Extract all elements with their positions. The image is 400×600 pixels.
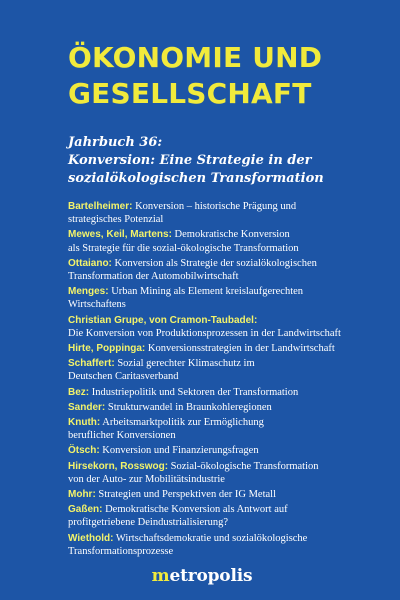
contents-entry [68, 342, 396, 355]
entry-author: Bez: [68, 386, 90, 398]
entry-title-line1: Sozial gerechter Klimaschutz im [117, 358, 255, 370]
volume-subtitle-line1: Konversion: Eine Strategie in der [68, 153, 312, 168]
contents-entry [68, 460, 396, 486]
entry-title-line1: Urban Mining als Element kreislaufgerechten [111, 286, 304, 298]
entry-author: Hirsekorn, Rosswog: [68, 460, 169, 472]
entry-author: Mewes, Keil, Martens: [68, 229, 172, 241]
entry-title-line1: Strukturwandel in Braunkohleregionen [107, 401, 272, 413]
entry-title-line2: Transformation der Automobilwirtschaft [68, 271, 239, 283]
series-title [68, 40, 398, 112]
entry-title-line1: Konversionsstrategien in der Landwirtschaft [147, 343, 335, 355]
volume-subtitle-line2: sozialökologischen Transformation [68, 171, 324, 186]
contents-entry [68, 357, 396, 383]
entry-author: Ottaiano: [68, 257, 112, 269]
entry-title-line1: Sozial-ökologische Transformation [170, 460, 319, 472]
contents-entry [68, 416, 396, 442]
yearbook-number: Jahrbuch 36: [68, 135, 163, 150]
entry-author: Bartelheimer: [68, 201, 133, 212]
publisher-logo-name: etropolis [169, 566, 253, 586]
contents-entry [68, 285, 396, 311]
contents-entry [68, 488, 396, 501]
entry-title-line2: profitgetriebene Deindustrialisierung? [68, 517, 229, 529]
entry-author: Sander: [68, 401, 106, 413]
entry-author: Ötsch: [68, 445, 100, 457]
entry-title-line1: Industriepolitik und Sektoren der Transformation [91, 386, 299, 398]
publisher-logo [142, 566, 262, 586]
series-title-line1: ÖKONOMIE UND [68, 41, 323, 74]
entry-author: Wiethold: [68, 532, 114, 544]
contents-entry [68, 228, 396, 254]
entry-author: Christian Grupe, von Cramon-Taubadel: [68, 314, 258, 326]
entry-title-line1: Wirtschaftsdemokratie und sozialökologische [115, 532, 308, 544]
entry-title-line2: Die Konversion von Produktionsprozessen in der Landwirtschaft [68, 327, 341, 339]
contents-entry [68, 200, 396, 226]
entry-title-line1: Demokratische Konversion [174, 229, 290, 241]
entry-title-line1: Arbeitsmarktpolitik zur Ermöglichung [102, 417, 264, 429]
contents-entry [68, 257, 396, 283]
entry-title-line1: Konversion und Finanzierungsfragen [102, 445, 259, 457]
entry-title-line2: als Strategie für die sozial-ökologische Transformation [68, 242, 299, 254]
series-title-line2: GESELLSCHAFT [68, 77, 312, 110]
entry-author: Knuth: [68, 417, 101, 429]
entry-author: Menges: [68, 286, 109, 298]
entry-title-line1: Strategien und Perspektiven der IG Metall [98, 489, 276, 501]
contents-entry [68, 503, 396, 529]
volume-heading [68, 134, 393, 188]
entry-title-line1: Konversion als Strategie der sozialökologischen [114, 257, 317, 269]
entry-title-line2: von der Auto- zur Mobilitätsindustrie [68, 473, 225, 485]
entry-title-line2: strategisches Potenzial [68, 214, 164, 226]
contents-entry [68, 401, 396, 414]
entry-author: Hirte, Poppinga: [68, 343, 146, 355]
entry-title-line1: Konversion – historische Prägung und [135, 201, 297, 212]
entry-title-line2: beruflicher Konversionen [68, 430, 176, 442]
contents-entry [68, 532, 396, 558]
entry-author: Schaffert: [68, 358, 115, 370]
contents-entry [68, 444, 396, 457]
entry-title-line2: Wirtschaftens [68, 299, 126, 311]
entry-title-line2: Deutschen Caritasverband [68, 371, 179, 383]
entry-author: Mohr: [68, 489, 96, 501]
entry-title-line2: Transformationsprozesse [68, 545, 174, 557]
table-of-contents [68, 200, 396, 560]
contents-entry [68, 386, 396, 399]
entry-title-line1: Demokratische Konversion als Antwort auf [105, 504, 288, 516]
publisher-logo-initial: m [151, 566, 170, 586]
contents-entry [68, 314, 396, 340]
entry-author: Gaßen: [68, 504, 103, 516]
